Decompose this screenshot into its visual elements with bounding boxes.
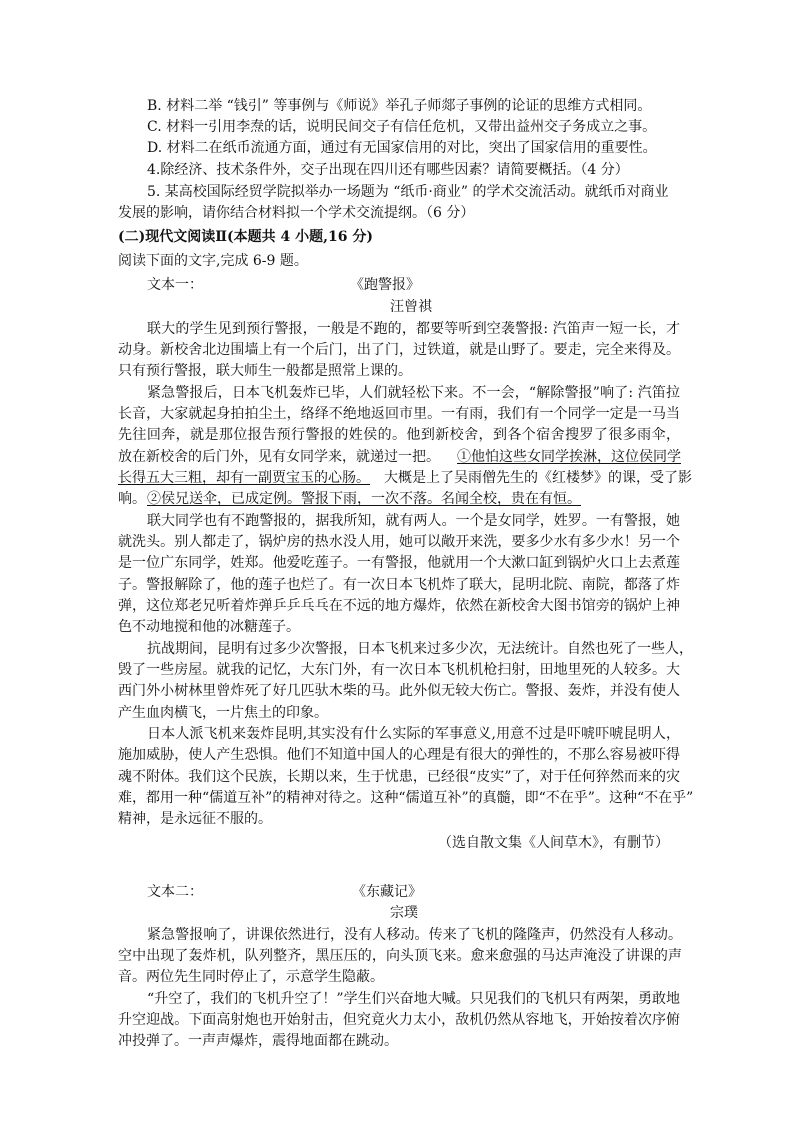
text1-author: 汪曾祺 [390, 299, 432, 315]
text1-line: 难，都用一种“儒道互补”的精神对待之。这种“儒道互补”的真髓，即“不在乎”。这种“不在乎” [118, 790, 694, 806]
section-heading: (二)现代文阅读Ⅱ(本题共 4 小题,16 分) [118, 229, 374, 245]
text1-line: 抗战期间，昆明有过多少次警报，日本飞机来过多少次，无法统计。自然也死了一些人， [147, 641, 693, 657]
text1-line: 毁了一些房屋。就我的记忆，大东门外，有一次日本飞机机枪扫射，田地里死的人较多。大 [118, 662, 680, 678]
text1-line: 日本人派飞机来轰炸昆明,其实没有什么实际的军事意义,用意不过是吓唬吓唬昆明人， [147, 726, 680, 742]
text1-line: 紧急警报后，日本飞机轰炸已毕，人们就轻松下来。不一会，“解除警报”响了: 汽笛拉 [147, 385, 680, 401]
question-5-line-1: 5. 某高校国际经贸学院拟举办一场题为 “纸币·商业” 的学术交流活动。就纸币对商业 [147, 184, 669, 200]
question-5-line-2: 发展的影响，请你结合材料拟一个学术交流提纲。（6 分） [118, 205, 475, 221]
option-b: B. 材料二举 “钱引” 等事例与《师说》举孔子师郯子事例的论证的思维方式相同。 [147, 98, 652, 114]
text1-line: 是一位广东同学，姓郑。他爱吃莲子。一有警报，他就用一个大漱口缸到锅炉火口上去煮莲 [118, 555, 680, 571]
text1-line: 长音，大家就起身拍拍尘土，络绎不绝地返回市里。一有雨，我们有一个同学一定是一马当 [118, 406, 680, 422]
text2-author: 宗璞 [390, 905, 418, 921]
text1-line: 产生血肉横飞，一片焦土的印象。 [118, 705, 328, 721]
underlined-sentence-1-cont: 长得五大三粗，却有一副贾宝玉的心肠。 [118, 470, 370, 486]
text1-line: 动身。新校舍北边围墙上有一个后门，出了门，过铁道，就是山野了。要走，完全来得及。 [118, 342, 680, 358]
text2-label: 文本二： [147, 884, 203, 900]
text2-title: 《东藏记》 [352, 884, 422, 900]
text1-line: 弹，这位郑老兄听着炸弹乒乒乓乓在不远的地方爆炸，依然在新校舍大图书馆旁的锅炉上神 [118, 598, 680, 614]
text1-line: 西门外小树林里曾炸死了好几匹驮木柴的马。此外似无较大伤亡。警报、轰炸，并没有使人 [118, 683, 680, 699]
text1-title: 《跑警报》 [350, 277, 420, 293]
option-c: C. 材料一引用李焘的话，说明民间交子有信任危机，又带出益州交子务成立之事。 [147, 119, 657, 135]
text1-line: 魂不附体。我们这个民族，长期以来，生于忧患，已经很“皮实”了，对于任何猝然而来的灾 [118, 769, 680, 785]
text2-line: 空中出现了轰炸机，队列整齐，黑压压的，向头顶飞来。愈来愈强的马达声淹没了讲课的声 [118, 948, 682, 964]
option-d: D. 材料二在纸币流通方面，通过有无国家信用的对比，突出了国家信用的重要性。 [147, 140, 657, 156]
text2-line: 升空迎战。下面高射炮也开始射击，但究竟火力太小，敌机仍然从容地飞，开始按着次序俯 [118, 1012, 680, 1028]
text1-line: 响。 [118, 491, 146, 507]
text1-source: （选自散文集《人间草木》，有删节） [438, 835, 669, 851]
text1-line: 就洗头。别人都走了，锅炉房的热水没人用，她可以敞开来洗，要多少水有多少水！另一个 [118, 534, 680, 550]
text1-line: 大概是上了吴雨僧先生的《红楼梦》的课，受了影 [384, 470, 692, 486]
text1-line: 色不动地搅和他的冰糖莲子。 [118, 619, 300, 635]
text1-line: 只有预行警报，联大师生一般都是照常上课的。 [118, 363, 412, 379]
text2-line: 冲投弹了。一声声爆炸，震得地面都在跳动。 [118, 1033, 398, 1049]
underlined-sentence-2: ②侯兄送伞，已成定例。警报下雨，一次不落。名闻全校，贵在有恒。 [147, 491, 581, 507]
text1-line: 联大的学生见到预行警报，一般是不跑的，都要等听到空袭警报: 汽笛声一短一长，才 [147, 321, 680, 337]
text1-line: 精神，是永远征不服的。 [118, 811, 272, 827]
text2-line: 紧急警报响了，讲课依然进行，没有人移动。传来了飞机的隆隆声，仍然没有人移动。 [147, 927, 682, 943]
underlined-sentence-1: ①他怕这些女同学挨淋，这位侯同学 [457, 449, 681, 465]
question-4: 4.除经济、技术条件外，交子出现在四川还有哪些因素？请简要概括。（4 分） [147, 162, 629, 178]
text1-label: 文本一： [147, 277, 203, 293]
text1-line: 联大同学也有不跑警报的，据我所知，就有两人。一个是女同学，姓罗。一有警报，她 [147, 513, 680, 529]
text2-line: 音。两位先生同时停止了，示意学生隐蔽。 [118, 969, 384, 985]
text1-line: 放在新校舍的后门外，见有女同学来，就递过一把。 [118, 449, 440, 465]
text1-line: 施加威胁，使人产生恐惧。他们不知道中国人的心理是有很大的弹性的，不那么容易被吓得 [118, 747, 680, 763]
text1-line: 先往回奔，就是那位报告预行警报的姓侯的。他到新校舍，到各个宿舍搜罗了很多雨伞， [118, 427, 680, 443]
text2-line: “升空了，我们的飞机升空了！”学生们兴奋地大喊。只见我们的飞机只有两架，勇敢地 [147, 991, 680, 1007]
text1-line: 子。警报解除了，他的莲子也烂了。有一次日本飞机炸了联大，昆明北院、南院，都落了炸 [118, 577, 680, 593]
section-instruction: 阅读下面的文字,完成 6-9 题。 [118, 253, 308, 269]
